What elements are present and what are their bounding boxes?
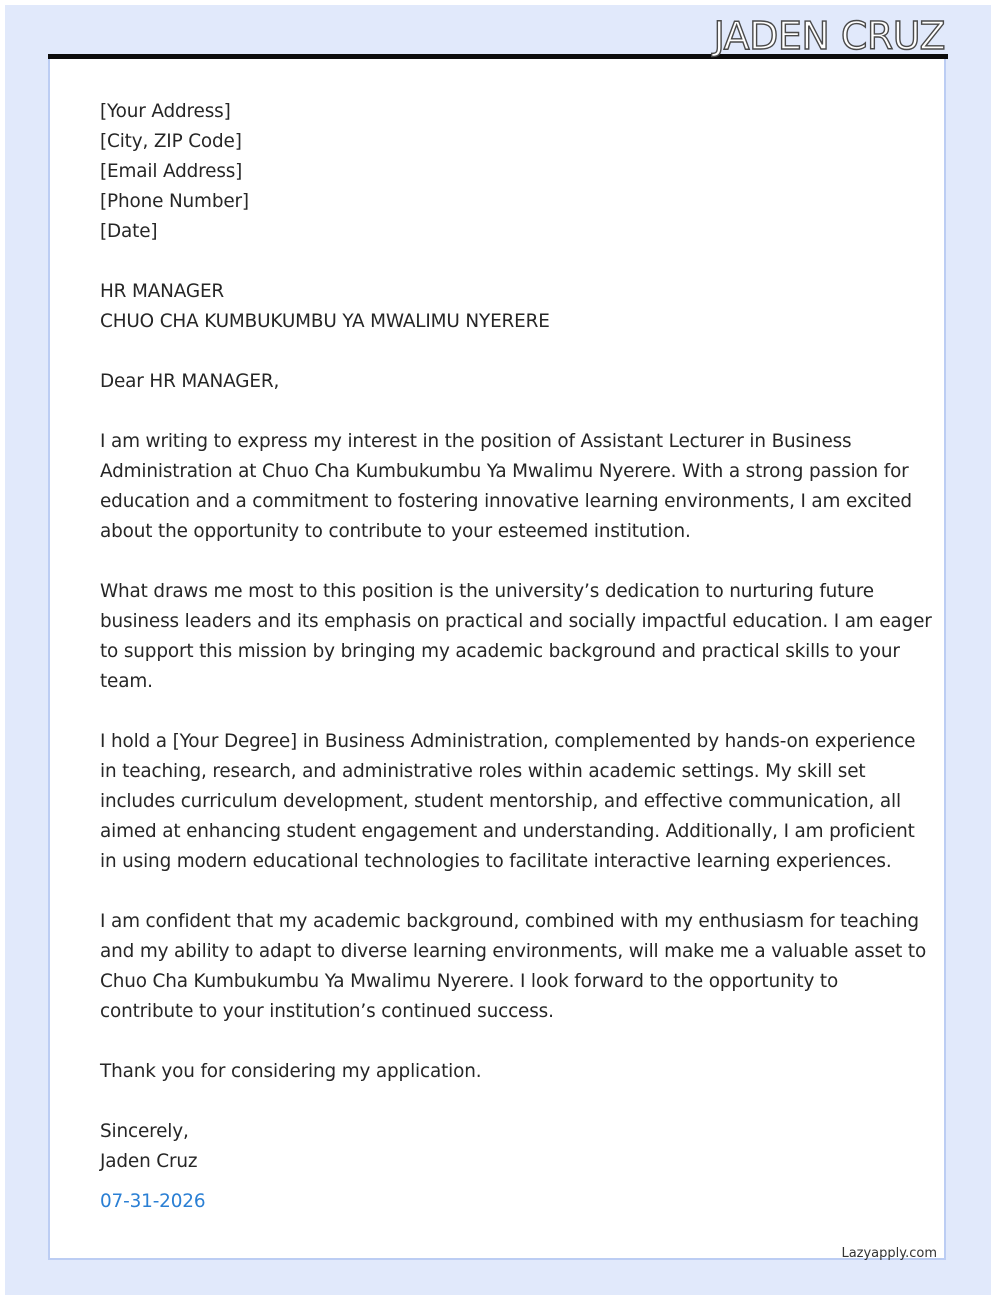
paragraph-line: business leaders and its emphasis on practical and socially impactful education. I am eager (100, 611, 932, 632)
paragraph-line: I am confident that my academic background, combined with my enthusiasm for teaching (100, 911, 919, 932)
sender-block (100, 97, 900, 247)
body-paragraph-thanks (100, 1057, 900, 1087)
applicant-name: JADEN CRUZ (713, 14, 945, 58)
salutation-text: Dear HR MANAGER, (100, 371, 280, 392)
paragraph-line: I hold a [Your Degree] in Business Administration, complemented by hands-on experience (100, 731, 916, 752)
sender-city-zip: [City, ZIP Code] (100, 131, 242, 152)
paragraph-line: aimed at enhancing student engagement and understanding. Additionally, I am proficient (100, 821, 915, 842)
paragraph-line: Chuo Cha Kumbukumbu Ya Mwalimu Nyerere. I look forward to the opportunity to (100, 971, 839, 992)
paragraph-line: education and a commitment to fostering innovative learning environments, I am excited (100, 491, 912, 512)
paragraph-line: Administration at Chuo Cha Kumbukumbu Ya Mwalimu Nyerere. With a strong passion for (100, 461, 909, 482)
paragraph-line: contribute to your institution’s continued success. (100, 1001, 554, 1022)
sender-date: [Date] (100, 221, 158, 242)
body-paragraph-confidence (100, 907, 927, 1027)
cover-letter (100, 97, 932, 1217)
paragraph-line: and my ability to adapt to diverse learning environments, will make me a valuable asset to (100, 941, 927, 962)
sender-email: [Email Address] (100, 161, 243, 182)
closing-block (100, 1117, 900, 1177)
paragraph-line: about the opportunity to contribute to your esteemed institution. (100, 521, 691, 542)
body-paragraph-intro (100, 427, 912, 547)
paragraph-line: team. (100, 671, 153, 692)
signature-name: Jaden Cruz (100, 1151, 198, 1172)
salutation (100, 367, 900, 397)
recipient-organization: CHUO CHA KUMBUKUMBU YA MWALIMU NYERERE (100, 311, 550, 332)
body-paragraph-qualifications (100, 727, 916, 877)
paragraph-line: I am writing to express my interest in the position of Assistant Lecturer in Business (100, 431, 852, 452)
paragraph-line: in using modern educational technologies to facilitate interactive learning experiences. (100, 851, 892, 872)
sender-address: [Your Address] (100, 101, 231, 122)
body-paragraph-motivation (100, 577, 932, 697)
signoff: Sincerely, (100, 1121, 189, 1142)
sender-phone: [Phone Number] (100, 191, 249, 212)
footer-date: 07-31-2026 (100, 1191, 206, 1212)
watermark: Lazyapply.com (841, 1246, 937, 1261)
recipient-block (100, 277, 900, 337)
paragraph-line: includes curriculum development, student mentorship, and effective communication, all (100, 791, 901, 812)
recipient-title: HR MANAGER (100, 281, 225, 302)
paragraph-line: What draws me most to this position is the university’s dedication to nurturing future (100, 581, 874, 602)
paragraph-line: in teaching, research, and administrative roles within academic settings. My skill set (100, 761, 866, 782)
paragraph-line: Thank you for considering my application. (100, 1061, 482, 1082)
paragraph-line: to support this mission by bringing my academic background and practical skills to your (100, 641, 900, 662)
